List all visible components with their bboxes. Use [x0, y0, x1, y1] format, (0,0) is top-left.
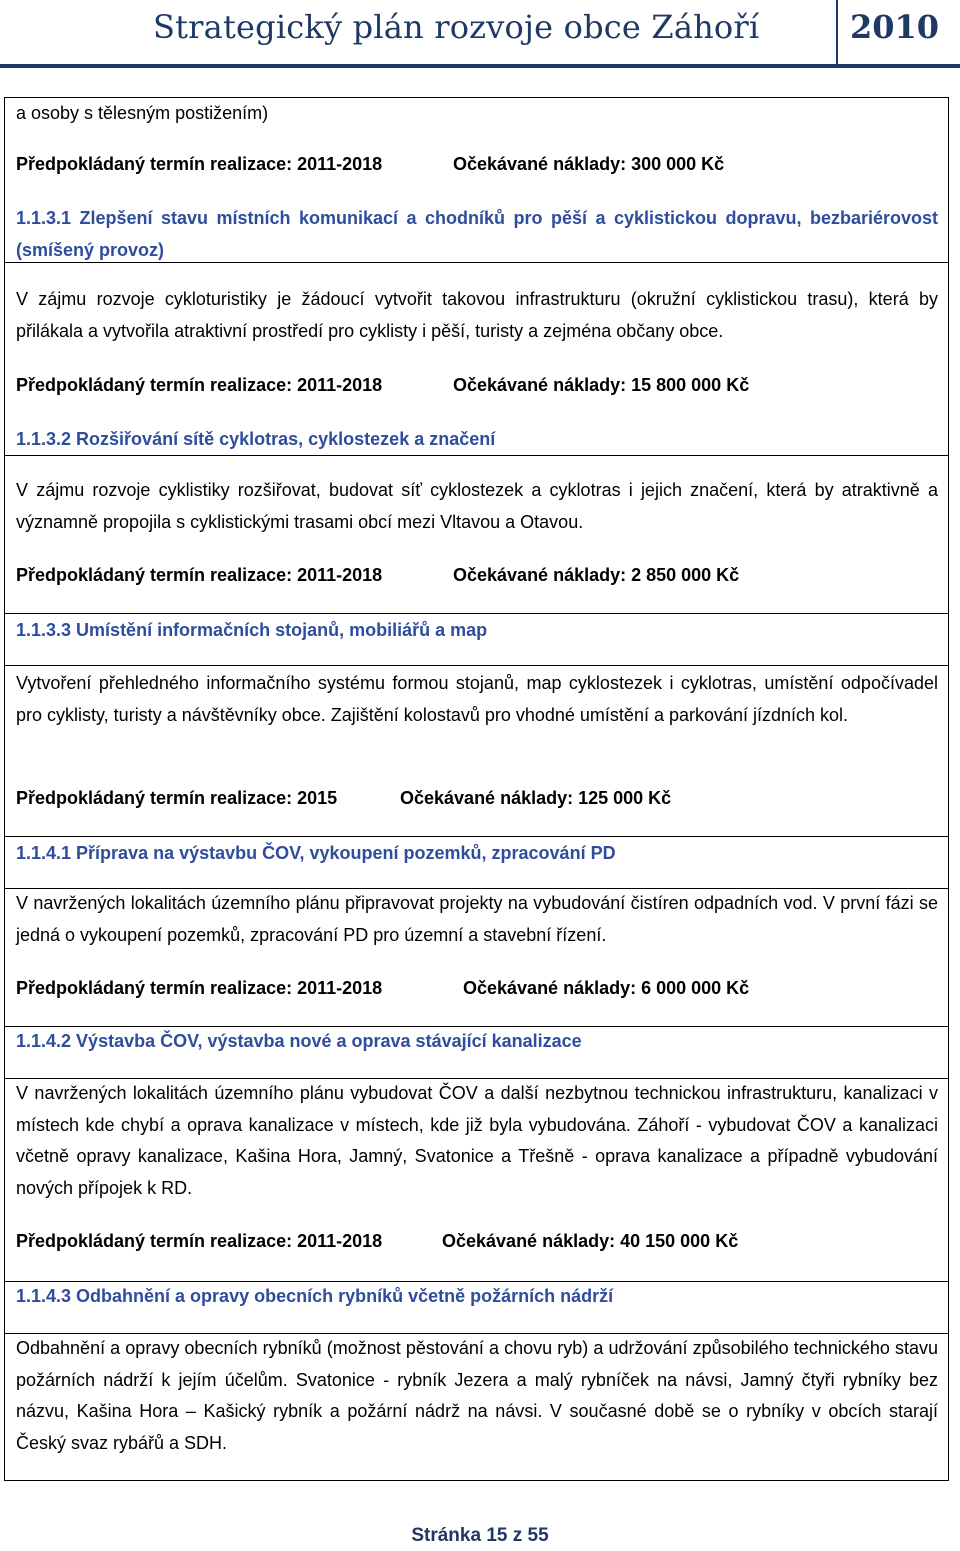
paragraph-text: a osoby s tělesným postižením) [16, 103, 269, 123]
cost-label: Očekávané náklady: 2 850 000 Kč [453, 565, 740, 585]
section-heading: 1.1.4.1 Příprava na výstavbu ČOV, vykoupení pozemků, zpracování PD [16, 843, 616, 863]
term-label: Předpokládaný termín realizace: 2015 [16, 788, 338, 808]
cost-label: Očekávané náklady: 125 000 Kč [400, 788, 672, 808]
section-heading: 1.1.3.2 Rozšiřování sítě cyklotras, cyklostezek a značení [16, 429, 496, 449]
cost-label: Očekávané náklady: 300 000 Kč [453, 154, 725, 174]
term-label: Předpokládaný termín realizace: 2011-2018 [16, 1231, 383, 1251]
section-heading: 1.1.3.3 Umístění informačních stojanů, mobiliářů a map [16, 620, 488, 640]
cost-label: Očekávané náklady: 15 800 000 Kč [453, 375, 750, 395]
paragraph-text: V navržených lokalitách územního plánu vybudovat ČOV a další nezbytnou technickou infrastrukturu, kanalizaci v místech kde chybí a oprava kanalizace v místech, kde již byla vybudována. Záhoří - vybudovat ČOV a kanalizaci včetně opravy kanalizace, Kašina Hora, Jamný, Svatonice a Třešně - oprava kanalizace a případně vybudování nových přípojek k RD. [16, 1083, 938, 1198]
table-cell-continuation [5, 98, 948, 191]
paragraph-text: V zájmu rozvoje cyklistiky rozšiřovat, budovat síť cyklostezek a cyklotras i jejich značení, která by atraktivně a významně propojila s cyklistickými trasami obcí mezi Vltavou a Otavou. [16, 480, 938, 532]
header-divider [836, 0, 838, 64]
term-label: Předpokládaný termín realizace: 2011-2018 [16, 154, 383, 174]
terms-row [16, 1226, 938, 1257]
section-heading: 1.1.4.3 Odbahnění a opravy obecních rybníků včetně požárních nádrží [16, 1286, 614, 1306]
term-label: Předpokládaný termín realizace: 2011-2018 [16, 565, 383, 585]
table-cell-body [5, 1078, 948, 1281]
page-header [0, 0, 960, 70]
table-cell-body [5, 262, 948, 420]
table-cell-body [5, 455, 948, 613]
header-rule [0, 64, 960, 68]
table-cell-body [5, 888, 948, 1026]
terms-row [16, 370, 938, 401]
term-label: Předpokládaný termín realizace: 2011-2018 [16, 375, 383, 395]
table-cell-heading [5, 1281, 948, 1333]
terms-row [16, 973, 938, 1004]
paragraph-text: V navržených lokalitách územního plánu připravovat projekty na vybudování čistíren odpadních vod. V první fázi se jedná o vykoupení pozemků, zpracování PD pro územní a stavební řízení. [16, 893, 938, 945]
section-heading: 1.1.4.2 Výstavba ČOV, výstavba nové a oprava stávající kanalizace [16, 1031, 582, 1051]
cost-label: Očekávané náklady: 40 150 000 Kč [442, 1231, 739, 1251]
page-number: Stránka 15 z 55 [411, 1525, 549, 1546]
paragraph-text: Vytvoření přehledného informačního systému formou stojanů, map cyklostezek i cyklotras, umístění odpočívadel pro cyklisty, turisty a návštěvníky obce. Zajištění kolostavů pro vhodné umístění a parkování jízdních kol. [16, 673, 938, 725]
cost-label: Očekávané náklady: 6 000 000 Kč [463, 978, 750, 998]
terms-row [16, 149, 938, 180]
document-year: 2010 [850, 8, 940, 46]
terms-row [16, 783, 938, 814]
table-cell-heading [5, 613, 948, 665]
document-title: Strategický plán rozvoje obce Záhoří [153, 8, 760, 46]
terms-row [16, 560, 938, 591]
paragraph-text: Odbahnění a opravy obecních rybníků (možnost pěstování a chovu ryb) a udržování způsobilého technického stavu požárních nádrží k jejím účelům. Svatonice - rybník Jezera a malý rybníček na návsi, Jamný čtyři rybníky bez názvu, Kašina Hora – Kašický rybník a požární nádrž na návsi. V současné době se o rybníky v obcích starají Český svaz rybářů a SDH. [16, 1338, 938, 1453]
term-label: Předpokládaný termín realizace: 2011-2018 [16, 978, 383, 998]
table-cell-body [5, 1333, 948, 1481]
paragraph-text: V zájmu rozvoje cykloturistiky je žádoucí vytvořit takovou infrastrukturu (okružní cyklistickou trasu), která by přilákala a vytvořila atraktivní prostředí pro cyklisty i pěší, turisty a zejména občany obce. [16, 289, 938, 341]
section-heading: 1.1.3.1 Zlepšení stavu místních komunikací a chodníků pro pěší a cyklistickou dopravu, bezbariérovost (smíšený provoz) [16, 208, 938, 260]
table-cell-heading [5, 1026, 948, 1078]
table-cell-heading [5, 836, 948, 888]
table-cell-body [5, 665, 948, 836]
content-table [4, 97, 949, 1481]
